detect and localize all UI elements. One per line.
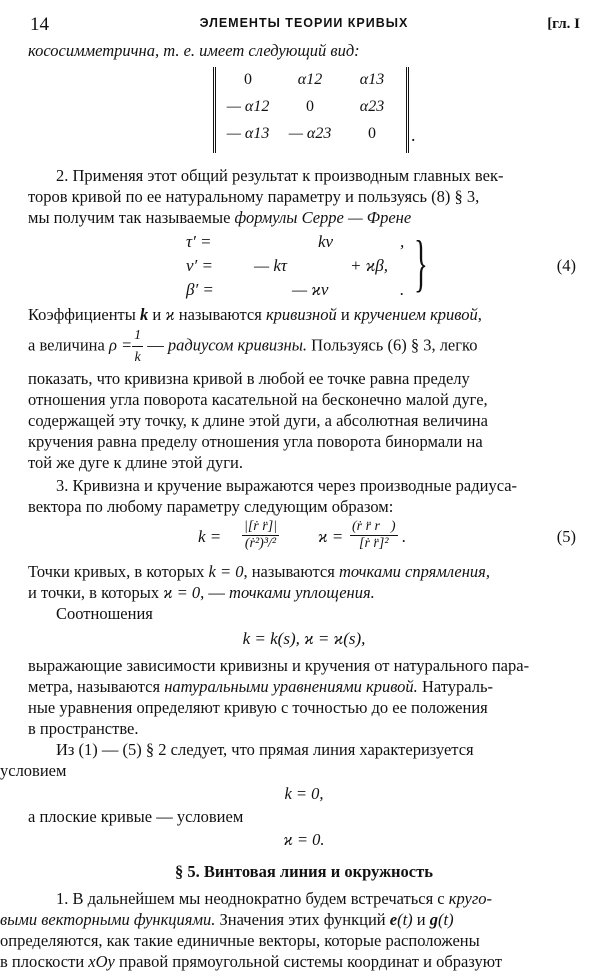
matrix-cell: — α23 bbox=[288, 125, 332, 142]
matrix-cell: 0 bbox=[244, 71, 252, 88]
matrix-row bbox=[216, 71, 406, 97]
intro-line: кососимметрична, т. е. имеет следующий вид: bbox=[28, 41, 360, 60]
right-brace: } bbox=[414, 227, 428, 298]
relations-label: Соотношения bbox=[56, 604, 153, 623]
paragraph-2: 2. Применяя этот общий результат к производным главных век- торов кривой по ее натуральному параметру и пользуясь (8) § 3, мы получим так называемые формулы Серре — Френе bbox=[28, 166, 504, 227]
paragraph-line: Из (1) — (5) § 2 следует, что прямая линия характеризуется условием bbox=[0, 740, 474, 780]
rho-fraction: $\frac{1}{k}$ bbox=[132, 325, 143, 368]
running-title: ЭЛЕМЕНТЫ ТЕОРИИ КРИВЫХ bbox=[199, 16, 409, 30]
frenet-term: — kτ bbox=[254, 256, 287, 275]
chapter-ref: [гл. I bbox=[547, 16, 580, 32]
formula-k-zero: k = 0, bbox=[284, 784, 324, 803]
book-page bbox=[0, 10, 580, 972]
paragraph-natural: выражающие зависимости кривизны и кручения от натурального пара- метра, называются натуральными уравнениями кривой. Натураль- ные уравнения определяют кривую с точностью до ее положения в пространстве. bbox=[28, 656, 530, 738]
frenet-lhs: τ′ = bbox=[186, 232, 212, 251]
matrix-cell: α12 bbox=[297, 71, 323, 88]
matrix-cell: — α12 bbox=[226, 98, 270, 115]
matrix-row bbox=[216, 98, 406, 124]
matrix-cell: α13 bbox=[359, 71, 385, 88]
paragraph-section5: 1. В дальнейшем мы неоднократно будем встречаться с круго- выми векторными функциями. Значения этих функций e(t) и g(t) определяются, как такие единичные векторы, которые расположены в плоскости xOy правой прямоугольной системы координат и образуют bbox=[0, 889, 503, 971]
formula-5: k = $\frac{\text{|[ṙ r̈]|}}{\text{(ṙ²)³/²}}$ ϰ = $\frac{\text{(ṙ r̈ r⃛)}}{\text{[ṙ r̈]²}}$ . (5) bbox=[198, 519, 576, 551]
matrix-cell: 0 bbox=[306, 98, 314, 115]
torsion-fraction: $\frac{\text{(ṙ r̈ r⃛)}}{\text{[ṙ r̈]²}}$ bbox=[352, 519, 396, 551]
frenet-lhs: ν′ = bbox=[186, 256, 213, 275]
frenet-term: — ϰν bbox=[292, 280, 329, 299]
frenet-term: kν bbox=[318, 232, 334, 251]
equation-number: (4) bbox=[556, 256, 576, 275]
matrix-cell: — α13 bbox=[226, 125, 270, 142]
paragraph-coefficients: Коэффициенты k и ϰ называются кривизной и кручением кривой, а величина ρ = $\frac{1}{k}$ — радиусом кривизны. Пользуясь (6) § 3, легко показать, что кривизна кривой в любой ее точке равна пределу отношения угла поворота касательной на бесконечно малой дуге, содержащей эту точку, к длине этой дуги, а абсолютная величина кручения равна пределу отношения угла поворота бинормали на той же дуге к длине этой дуги. bbox=[28, 305, 488, 472]
paragraph-3: 3. Кривизна и кручение выражаются через производные радиуса- вектора по любому параметру следующим образом: bbox=[28, 476, 518, 516]
matrix-cell: 0 bbox=[368, 125, 376, 142]
curvature-fraction: $\frac{\text{|[ṙ r̈]|}}{\text{(ṙ²)³/²}}$ bbox=[244, 519, 277, 551]
paragraph-points: Точки кривых, в которых k = 0, называются точками спрямления, и точки, в которых ϰ = 0, — точками уплощения. bbox=[28, 562, 490, 602]
equation-number: (5) bbox=[556, 527, 576, 546]
matrix-row bbox=[216, 125, 406, 151]
frenet-term: + ϰβ, bbox=[350, 256, 388, 275]
skew-matrix bbox=[28, 67, 580, 157]
matrix-cell: α23 bbox=[359, 98, 385, 115]
frenet-formulas bbox=[28, 228, 580, 304]
plane-curves-line: а плоские кривые — условием bbox=[28, 807, 244, 826]
frenet-lhs: β′ = bbox=[186, 280, 214, 299]
natural-equations-formula: k = k(s), ϰ = ϰ(s), bbox=[242, 629, 366, 648]
matrix-period: . bbox=[411, 125, 416, 145]
formula-kappa-zero: ϰ = 0. bbox=[283, 830, 325, 849]
frenet-punct: . bbox=[400, 280, 405, 299]
running-header bbox=[28, 10, 580, 34]
frenet-punct: , bbox=[400, 232, 405, 251]
section-heading: § 5. Винтовая линия и окружность bbox=[175, 862, 433, 881]
page-number: 14 bbox=[30, 14, 49, 35]
